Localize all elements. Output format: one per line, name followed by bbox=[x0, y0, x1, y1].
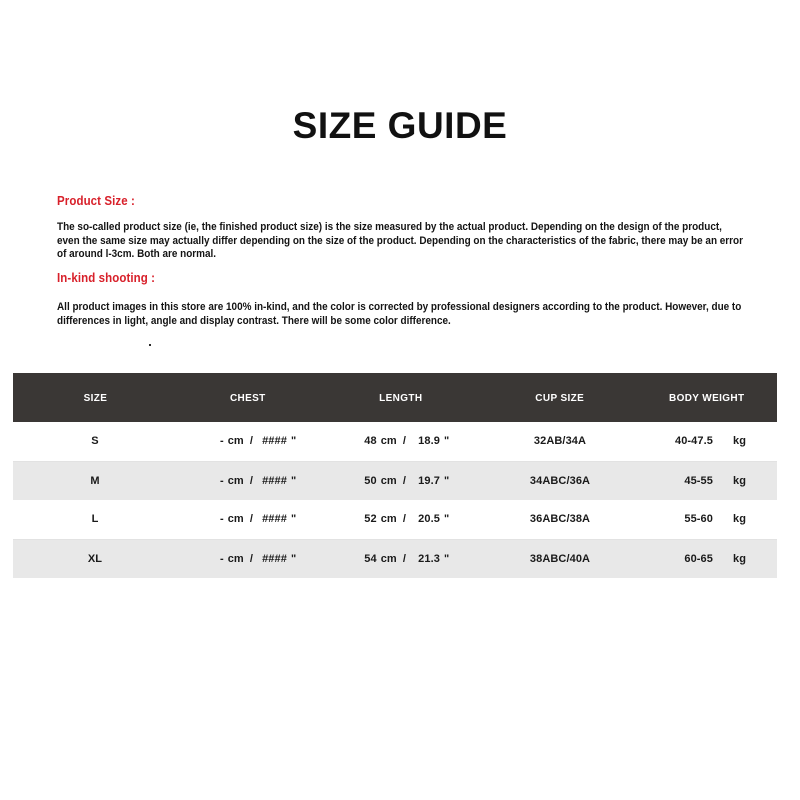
product-size-heading: Product Size : bbox=[57, 194, 135, 208]
chest-inch-value: #### bbox=[262, 474, 287, 487]
in-kind-shooting-paragraph: All product images in this store are 100% in-kind, and the color is corrected by professional designers according to the product. However, due to differences in light, angle and display contrast. There will be some color difference. bbox=[57, 301, 742, 327]
length-cm-value: 50 bbox=[364, 474, 377, 487]
chest-inch-value: #### bbox=[262, 552, 287, 565]
body-weight-measure bbox=[637, 513, 777, 525]
cell-cup-size: 34ABC/36A bbox=[529, 474, 591, 487]
chest-cm-value: - bbox=[219, 474, 224, 487]
chest-cm-unit: cm bbox=[227, 435, 244, 448]
column-header-length-label: LENGTH bbox=[379, 391, 423, 404]
column-header-cup-size-label: CUP SIZE bbox=[535, 391, 585, 404]
cell-size: XL bbox=[87, 552, 103, 565]
body-weight-value: 45-55 bbox=[684, 474, 713, 487]
chest-measure bbox=[177, 513, 319, 525]
cell-body-weight bbox=[637, 422, 777, 461]
chest-cm-unit: cm bbox=[227, 552, 244, 565]
table-row bbox=[13, 500, 777, 539]
cell-size: S bbox=[13, 422, 177, 461]
chest-separator: / bbox=[249, 474, 253, 487]
cell-size: M bbox=[90, 474, 100, 487]
column-header-size-label: SIZE bbox=[83, 391, 107, 404]
column-header-body-weight bbox=[637, 373, 777, 422]
body-weight-value: 60-65 bbox=[684, 552, 713, 565]
chest-inch-unit: " bbox=[290, 435, 297, 448]
chest-separator: / bbox=[249, 435, 253, 448]
body-weight-measure bbox=[637, 553, 777, 565]
length-cm-unit: cm bbox=[380, 513, 397, 526]
table-header-row bbox=[13, 373, 777, 422]
length-cm-value: 54 bbox=[364, 552, 377, 565]
length-inch-value: 21.3 bbox=[418, 552, 440, 565]
column-header-size bbox=[13, 373, 177, 422]
length-inch-unit: " bbox=[443, 552, 450, 565]
chest-cm-unit: cm bbox=[227, 513, 244, 526]
cell-length bbox=[319, 539, 483, 578]
cell-length bbox=[319, 422, 483, 461]
chest-inch-unit: " bbox=[290, 552, 297, 565]
table-row bbox=[13, 422, 777, 461]
chest-inch-value: #### bbox=[262, 435, 287, 448]
chest-inch-unit: " bbox=[290, 513, 297, 526]
cell-cup-size: 32AB/34A bbox=[483, 422, 637, 461]
chest-cm-unit: cm bbox=[227, 474, 244, 487]
product-size-paragraph: The so-called product size (ie, the finished product size) is the size measured by the actual product. Depending on the design of the product, even the same size may actually differ depending on the size of the product. Depending on the characteristics of the fabric, there may be an error of around l-3cm. Both are normal. bbox=[57, 221, 743, 260]
chest-measure bbox=[177, 435, 319, 447]
body-weight-measure bbox=[637, 475, 777, 487]
column-header-chest-label: CHEST bbox=[230, 391, 266, 404]
column-header-length bbox=[319, 373, 483, 422]
length-cm-value: 48 bbox=[364, 435, 377, 448]
chest-measure bbox=[177, 475, 319, 487]
chest-inch-unit: " bbox=[290, 474, 297, 487]
chest-separator: / bbox=[249, 552, 253, 565]
cell-body-weight bbox=[637, 539, 777, 578]
chest-measure bbox=[177, 553, 319, 565]
length-separator: / bbox=[402, 435, 406, 448]
length-separator: / bbox=[402, 552, 406, 565]
table-row bbox=[13, 461, 777, 500]
chest-inch-value: #### bbox=[262, 513, 287, 526]
body-weight-value: 40-47.5 bbox=[674, 435, 713, 448]
length-inch-unit: " bbox=[443, 474, 450, 487]
length-inch-value: 18.9 bbox=[418, 435, 440, 448]
chest-cm-value: - bbox=[219, 513, 224, 526]
cell-length bbox=[319, 461, 483, 500]
cell-length bbox=[319, 500, 483, 539]
table-body bbox=[13, 422, 777, 578]
length-cm-unit: cm bbox=[380, 435, 397, 448]
length-inch-unit: " bbox=[443, 513, 450, 526]
length-separator: / bbox=[402, 474, 406, 487]
cell-cup-size: 36ABC/38A bbox=[483, 500, 637, 539]
body-weight-measure bbox=[637, 435, 777, 447]
body-weight-unit: kg bbox=[733, 552, 747, 565]
length-measure bbox=[319, 513, 483, 525]
cell-body-weight bbox=[637, 461, 777, 500]
body-weight-unit: kg bbox=[733, 474, 747, 487]
table-header bbox=[13, 373, 777, 422]
length-inch-value: 19.7 bbox=[418, 474, 440, 487]
length-cm-unit: cm bbox=[380, 474, 397, 487]
table-row bbox=[13, 539, 777, 578]
length-inch-value: 20.5 bbox=[418, 513, 440, 526]
length-separator: / bbox=[402, 513, 406, 526]
in-kind-shooting-heading: In-kind shooting : bbox=[57, 271, 156, 285]
cell-size: L bbox=[13, 500, 177, 539]
length-inch-unit: " bbox=[443, 435, 450, 448]
size-chart-table bbox=[13, 373, 777, 578]
length-cm-unit: cm bbox=[380, 552, 397, 565]
column-header-body-weight-label: BODY WEIGHT bbox=[669, 391, 745, 404]
stray-period-mark bbox=[149, 344, 151, 346]
page-title: SIZE GUIDE bbox=[292, 105, 508, 146]
cell-chest bbox=[177, 461, 319, 500]
length-cm-value: 52 bbox=[364, 513, 377, 526]
column-header-cup-size bbox=[483, 373, 637, 422]
chest-cm-value: - bbox=[219, 552, 224, 565]
cell-chest bbox=[177, 539, 319, 578]
cell-chest bbox=[177, 500, 319, 539]
cell-body-weight bbox=[637, 500, 777, 539]
chest-separator: / bbox=[249, 513, 253, 526]
chest-cm-value: - bbox=[219, 435, 224, 448]
length-measure bbox=[319, 475, 483, 487]
length-measure bbox=[319, 435, 483, 447]
cell-chest bbox=[177, 422, 319, 461]
length-measure bbox=[319, 553, 483, 565]
column-header-chest bbox=[177, 373, 319, 422]
body-weight-unit: kg bbox=[733, 513, 747, 526]
cell-cup-size: 38ABC/40A bbox=[529, 552, 591, 565]
body-weight-value: 55-60 bbox=[684, 513, 713, 526]
body-weight-unit: kg bbox=[733, 435, 747, 448]
